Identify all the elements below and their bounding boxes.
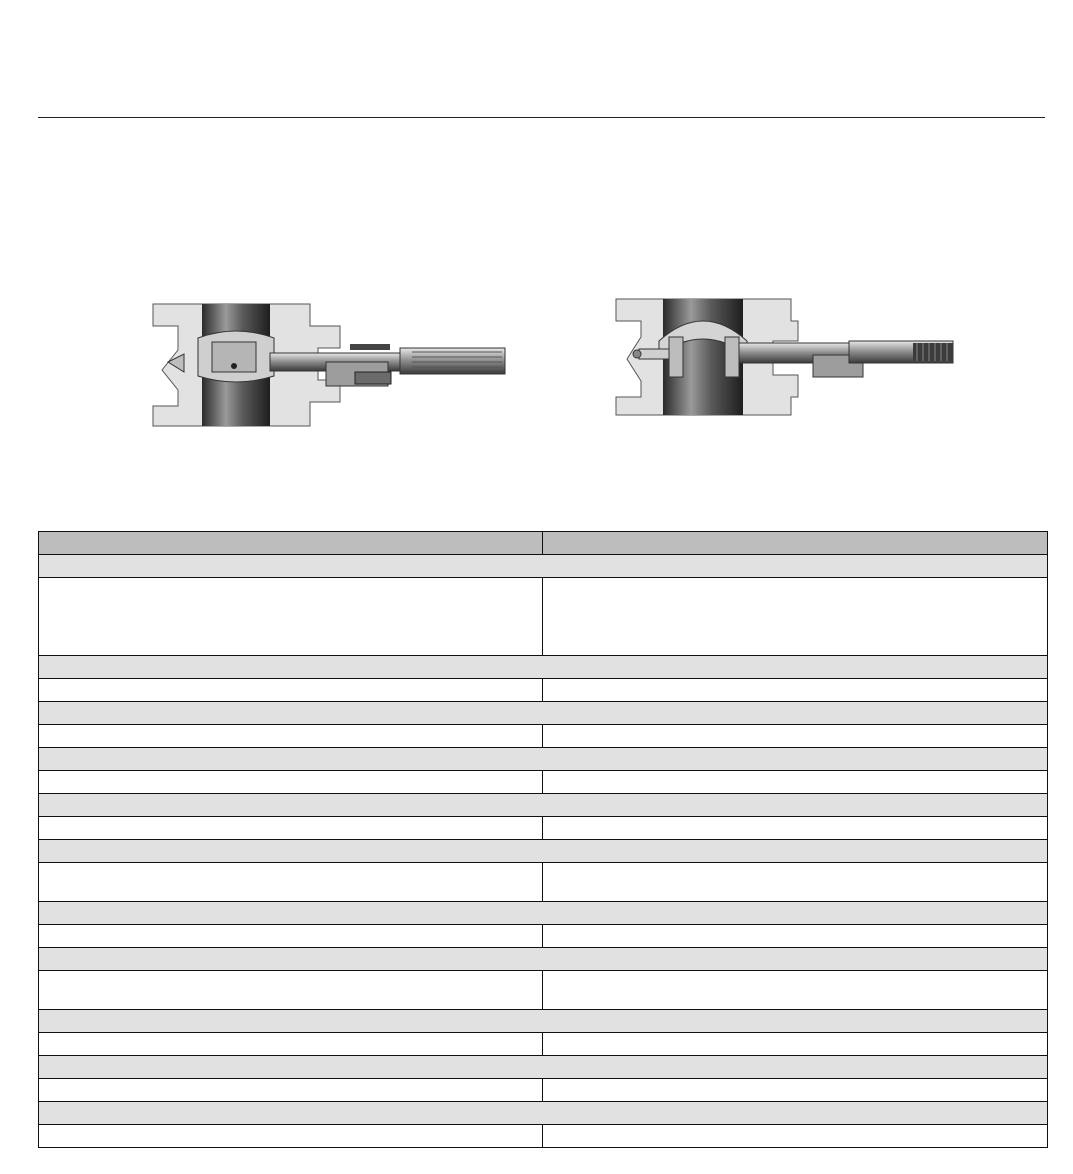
table-header-cell bbox=[543, 532, 1048, 555]
table-cell bbox=[39, 578, 543, 656]
table-section-row bbox=[39, 702, 1048, 725]
table-row bbox=[39, 1033, 1048, 1056]
table-row bbox=[39, 771, 1048, 794]
table-cell bbox=[39, 771, 543, 794]
table-row bbox=[39, 971, 1048, 1010]
table-section-row bbox=[39, 555, 1048, 578]
table-row bbox=[39, 1125, 1048, 1148]
table-row bbox=[39, 1079, 1048, 1102]
table-section-row bbox=[39, 794, 1048, 817]
table-cell bbox=[39, 1079, 543, 1102]
table-row bbox=[39, 925, 1048, 948]
table-header-row bbox=[39, 532, 1048, 555]
plug-valve-cutaway-right-icon bbox=[613, 293, 958, 417]
table-section-row bbox=[39, 902, 1048, 925]
table-cell bbox=[543, 1125, 1048, 1148]
table-row bbox=[39, 725, 1048, 748]
table-row bbox=[39, 817, 1048, 840]
table-row bbox=[39, 578, 1048, 656]
plug-valve-cutaway-left-icon bbox=[150, 298, 510, 430]
table-cell bbox=[543, 679, 1048, 702]
table-section-cell bbox=[39, 748, 1048, 771]
table-cell bbox=[543, 771, 1048, 794]
table-section-cell bbox=[39, 840, 1048, 863]
table-cell bbox=[543, 925, 1048, 948]
table-cell bbox=[39, 1033, 543, 1056]
table-section-cell bbox=[39, 902, 1048, 925]
table-cell bbox=[543, 817, 1048, 840]
table-section-row bbox=[39, 1102, 1048, 1125]
table-section-row bbox=[39, 948, 1048, 971]
table-header-cell bbox=[39, 532, 543, 555]
table-cell bbox=[543, 1033, 1048, 1056]
table-section-cell bbox=[39, 1102, 1048, 1125]
table-section-cell bbox=[39, 948, 1048, 971]
table-cell bbox=[39, 817, 543, 840]
table-section-row bbox=[39, 656, 1048, 679]
table-cell bbox=[543, 725, 1048, 748]
table-section-row bbox=[39, 1056, 1048, 1079]
table-section-cell bbox=[39, 656, 1048, 679]
table-cell bbox=[543, 863, 1048, 902]
table-cell bbox=[39, 1125, 543, 1148]
table-row bbox=[39, 863, 1048, 902]
table-row bbox=[39, 679, 1048, 702]
table-section-cell bbox=[39, 1010, 1048, 1033]
table-section-cell bbox=[39, 794, 1048, 817]
table-cell bbox=[543, 971, 1048, 1010]
table-cell bbox=[39, 725, 543, 748]
table-section-row bbox=[39, 840, 1048, 863]
table-section-cell bbox=[39, 1056, 1048, 1079]
table-cell bbox=[39, 925, 543, 948]
table-cell bbox=[543, 1079, 1048, 1102]
table-cell bbox=[543, 578, 1048, 656]
specification-table bbox=[38, 531, 1048, 1148]
header-divider bbox=[38, 117, 1045, 118]
table-section-cell bbox=[39, 555, 1048, 578]
table-cell bbox=[39, 863, 543, 902]
table-section-cell bbox=[39, 702, 1048, 725]
table-section-row bbox=[39, 748, 1048, 771]
table-cell bbox=[39, 679, 543, 702]
table-cell bbox=[39, 971, 543, 1010]
table-section-row bbox=[39, 1010, 1048, 1033]
